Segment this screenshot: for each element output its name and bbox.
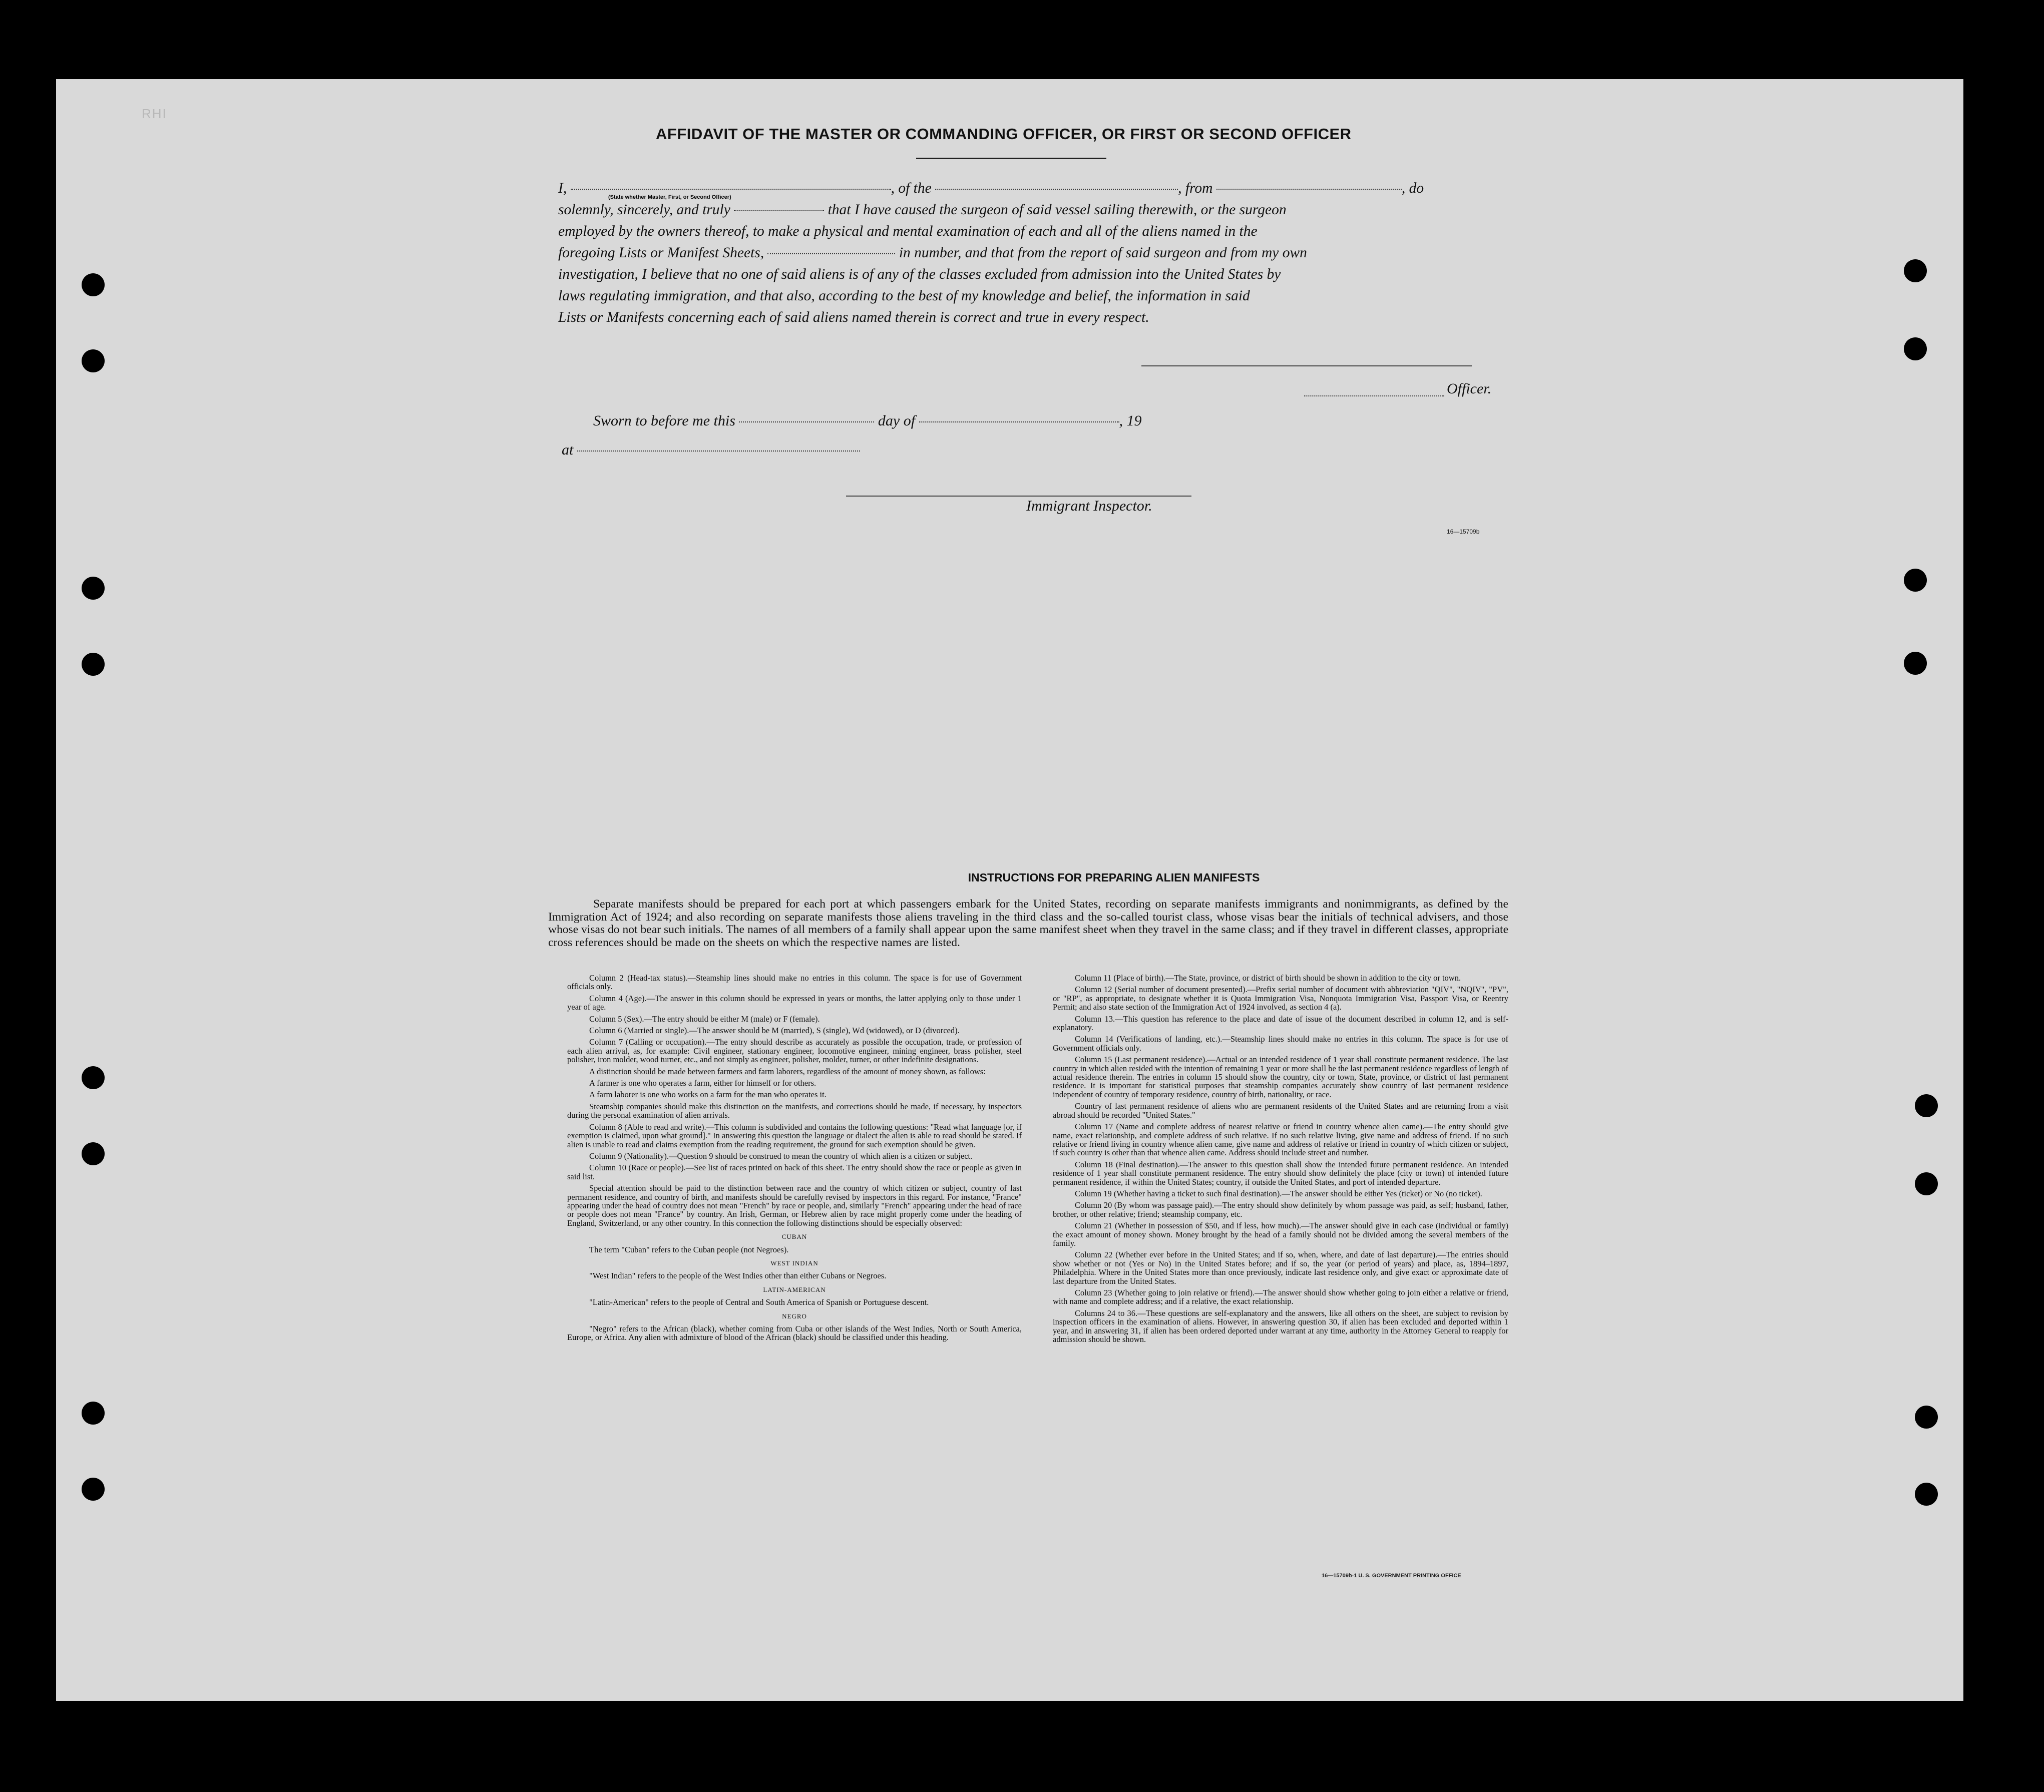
column-19-note: Column 19 (Whether having a ticket to such final destination).—The answer should be either Yes (ticket) or No (no ticket).: [1075, 1188, 1482, 1198]
punch-hole: [82, 1402, 105, 1425]
sheet-count-field[interactable]: [767, 253, 895, 254]
affidavit-line-7: Lists or Manifests concerning each of said aliens named therein is correct and true in every respect.: [558, 309, 1149, 325]
column-9-note: Column 9 (Nationality).—Question 9 should be construed to mean the country of which alien is a citizen or subject.: [589, 1151, 973, 1161]
punch-hole: [82, 1142, 105, 1165]
column-2-note: Column 2 (Head-tax status).—Steamship lines should make no entries in this column. The space is for use of Government officials only.: [567, 973, 1022, 992]
west-indian-heading: WEST INDIAN: [770, 1259, 819, 1267]
instructions-left-column: [567, 974, 1022, 1345]
column-21-note: Column 21 (Whether in possession of $50, and if less, how much).—The answer should give in each case (individual or family) the exact amount of money shown. Money brought by the head of a family should not be divided among the several members of the family.: [1053, 1221, 1508, 1248]
punch-hole: [1915, 1483, 1938, 1506]
latin-american-definition: "Latin-American" refers to the people of Central and South America of Spanish or Portuguese descent.: [589, 1297, 929, 1307]
sworn-month-field[interactable]: [919, 421, 1119, 422]
steamship-note: Steamship companies should make this distinction on the manifests, and corrections should be made, if necessary, by inspectors during the personal examination of alien arrivals.: [567, 1101, 1022, 1120]
column-18-note: Column 18 (Final destination).—The answer to this question shall show the intended future permanent residence. An intended residence of 1 year shall constitute permanent residence. The entry should show definitely the place (city or town) of intended future permanent residence, if within the United States; country, if outside the United States, and port of intended departure.: [1053, 1159, 1508, 1187]
residence-us-note: Country of last permanent residence of aliens who are permanent residents of the United States and are returning from a visit abroad should be recorded "United States.": [1053, 1101, 1508, 1120]
punch-hole: [1904, 569, 1927, 592]
column-13-note: Column 13.—This question has reference to the place and date of issue of the document described in column 12, and is self-explanatory.: [1053, 1014, 1508, 1033]
vessel-name-field[interactable]: [935, 189, 1178, 190]
at-label: at: [562, 441, 860, 459]
instructions-right-column: [1053, 974, 1508, 1347]
negro-heading: NEGRO: [782, 1312, 807, 1320]
punch-hole: [1904, 337, 1927, 360]
affidavit-line-2: solemnly, sincerely, and truly that I have caused the surgeon of said vessel sailing therewith, or the surgeon: [558, 202, 1287, 218]
affidavit-body: [558, 178, 1504, 328]
column-15-note: Column 15 (Last permanent residence).—Actual or an intended residence of 1 year shall constitute permanent residence. The last country in which alien resided with the intention of remaining 1 year or more shall be the last permanent residence regardless of length of actual residence therein. The entries in column 15 should show the country, city or town, State, province, or district of last permanent residence. It is important for statistical purposes that steamship companies accurately show country of last permanent residence independent of country of temporary residence, country of birth, nationality, or race.: [1053, 1055, 1508, 1099]
instructions-title: INSTRUCTIONS FOR PREPARING ALIEN MANIFESTS: [968, 871, 1260, 884]
column-20-note: Column 20 (By whom was passage paid).—The entry should show definitely by whom passage was paid, as self; husband, father, brother, or other relative; friend; steamship company, etc.: [1053, 1200, 1508, 1219]
column-7-note: Column 7 (Calling or occupation).—The entry should describe as accurately as possible the occupation, trade, or profession of each alien arrival, as, for example: Civil engineer, stationary engineer, locomotive engineer, mining engineer, brass polisher, steel polisher, iron molder, wood turner, etc., and not simply as engineer, polisher, molder, turner, or other indefinite designations.: [567, 1037, 1022, 1065]
column-17-note: Column 17 (Name and complete address of nearest relative or friend in country whence alien came).—The entry should give name, exact relationship, and complete address of such relative. If no such relative living, give name and address of friend. If no such relative or friend living in country whence alien came, give name and address of relative or friend in country of which citizen or subject, if such country is other than that whence alien came. Address should include street and number.: [1053, 1122, 1508, 1158]
corner-stamp: RHI: [142, 106, 167, 121]
punch-hole: [1915, 1172, 1938, 1195]
sworn-place-field[interactable]: [577, 451, 860, 452]
punch-hole: [82, 273, 105, 296]
affidavit-line-4: foregoing Lists or Manifest Sheets, in number, and that from the report of said surgeon and from my own: [558, 245, 1307, 261]
officer-label: Officer.: [1447, 380, 1492, 397]
from-port-field[interactable]: [1216, 189, 1402, 190]
punch-hole: [82, 653, 105, 676]
officer-title-line[interactable]: [1304, 395, 1444, 396]
punch-hole: [1915, 1094, 1938, 1117]
instructions-intro: Separate manifests should be prepared for each port at which passengers embark for the United States, recording on separate manifests immigrants and nonimmigrants, as defined by the Immigration Act of 1924; and also recording on separate manifests those aliens traveling in the third class and the so-called tourist class, whose visas bear the initials of technical advisers, and those whose visas do not bear such initials. The names of all members of a family shall appear upon the same manifest sheet when they travel in the same class; and if they travel in different classes, appropriate cross references should be made on the sheets on which the respective names are listed.: [548, 898, 1508, 949]
punch-hole: [82, 577, 105, 600]
farm-laborer-definition: A farm laborer is one who works on a farm for the man who operates it.: [589, 1090, 827, 1100]
column-23-note: Column 23 (Whether going to join relative or friend).—The answer should show whether going to join either a relative or friend, with name and complete address; and if a relative, the exact relationship.: [1053, 1288, 1508, 1306]
punch-hole: [1915, 1406, 1938, 1429]
column-8-note: Column 8 (Able to read and write).—This column is subdivided and contains the following questions: "Read what language [or, if exemption is claimed, upon what ground]." In answering this question the language or dialect the alien is able to read should be stated. If alien is unable to read and claims exemption from the reading requirement, the ground for such exemption should be given.: [567, 1122, 1022, 1149]
punch-hole: [82, 1066, 105, 1089]
sworn-label: Sworn to before me this day of , 19: [593, 412, 1142, 429]
inspector-label: Immigrant Inspector.: [1026, 498, 1152, 514]
affidavit-line-6: laws regulating immigration, and that also, according to the best of my knowledge and belief, the information in said: [558, 288, 1250, 304]
column-6-note: Column 6 (Married or single).—The answer should be M (married), S (single), Wd (widowed), or D (divorced).: [589, 1026, 960, 1036]
affidavit-title: AFFIDAVIT OF THE MASTER OR COMMANDING OFFICER, OR FIRST OR SECOND OFFICER: [656, 125, 1352, 143]
farmer-distinction: A distinction should be made between farmers and farm laborers, regardless of the amount of money shown, as follows:: [589, 1066, 986, 1076]
affidavit-line-1: I, , of the , from , do: [558, 180, 1424, 196]
column-11-note: Column 11 (Place of birth).—The State, province, or district of birth should be shown in addition to the city or town.: [1075, 973, 1461, 983]
form-number: 16—15709b: [1447, 528, 1480, 535]
column-12-note: Column 12 (Serial number of document presented).—Prefix serial number of document with abbreviation "QIV", "NQIV", "PV", or "RP", as appropriate, to designate whether it is Quota Immigration Visa, Nonquota Immigration Visa, Passport Visa, or Reentry Permit; and also state section of the Immigration Act of 1924 involved, as section 4 (a).: [1053, 985, 1508, 1012]
column-22-note: Column 22 (Whether ever before in the United States; and if so, when, where, and date of last departure).—The entries should show whether or not (Yes or No) in the United States before; and if so, the year (or period of years) and place, as, 1894–1897, Philadelphia. Where in the United States more than once previously, indicate last residence only, and give exact or approximate date of last departure from the United States.: [1053, 1250, 1508, 1286]
latin-american-heading: LATIN-AMERICAN: [763, 1285, 826, 1293]
affirm-field[interactable]: [734, 210, 824, 211]
race-attention-note: Special attention should be paid to the distinction between race and the country of which citizen or subject, country of last permanent residence, and country of birth, and manifests should be carefully revised by inspectors in this regard. For instance, "France" appearing under the head of country does not mean "French" by race or people, and, similarly "French" appearing under the head of race or people does not mean "France" by country. An Irish, German, or Hebrew alien by race might properly come under the heading of England, Switzerland, or any other country. In this connection the following distinctions should be especially observed:: [567, 1183, 1022, 1228]
affidavit-line-5: investigation, I believe that no one of said aliens is of any of the classes excluded from admission into the United States by: [558, 266, 1281, 282]
cuban-definition: The term "Cuban" refers to the Cuban people (not Negroes).: [589, 1244, 789, 1254]
sworn-day-field[interactable]: [739, 421, 874, 422]
cuban-heading: CUBAN: [781, 1233, 807, 1241]
affidavit-line-3: employed by the owners thereof, to make a physical and mental examination of each and all of the aliens named in the: [558, 223, 1258, 239]
inspector-signature-line[interactable]: [846, 496, 1191, 497]
negro-definition: "Negro" refers to the African (black), whether coming from Cuba or other islands of the West Indies, North or South America, Europe, or Africa. Any alien with admixture of blood of the African (black) should be classified under this heading.: [567, 1324, 1022, 1342]
column-10-note: Column 10 (Race or people).—See list of races printed on back of this sheet. The entry should show the race or people as given in said list.: [567, 1163, 1022, 1181]
punch-hole: [82, 1478, 105, 1501]
west-indian-definition: "West Indian" refers to the people of the West Indies other than either Cubans or Negroes.: [589, 1271, 887, 1281]
column-4-note: Column 4 (Age).—The answer in this column should be expressed in years or months, the latter applying only to those under 1 year of age.: [567, 993, 1022, 1012]
title-rule: [916, 158, 1106, 159]
rank-hint: (State whether Master, First, or Second Officer): [608, 194, 731, 200]
columns-24-36-note: Columns 24 to 36.—These questions are self-explanatory and the answers, like all others on the sheet, are subject to revision by inspection officers in the examination of aliens. However, in answering question 30, if alien has been excluded and deported within 1 year, and in answering 31, if alien has been ordered deported under warrant at any time, authority in the Attorney General to reapply for admission should be shown.: [1053, 1308, 1508, 1345]
punch-hole: [1904, 259, 1927, 282]
column-14-note: Column 14 (Verifications of landing, etc.).—Steamship lines should make no entries in this column. The space is for use of Government officials only.: [1053, 1034, 1508, 1053]
column-5-note: Column 5 (Sex).—The entry should be either M (male) or F (female).: [589, 1014, 820, 1024]
farmer-definition: A farmer is one who operates a farm, either for himself or for others.: [589, 1078, 816, 1088]
officer-rank-field[interactable]: [571, 189, 891, 190]
officer-signature-line[interactable]: [1141, 365, 1472, 366]
printing-office-footer: 16—15709b-1 U. S. GOVERNMENT PRINTING OFFICE: [1322, 1573, 1461, 1579]
punch-hole: [1904, 652, 1927, 675]
punch-hole: [82, 349, 105, 372]
